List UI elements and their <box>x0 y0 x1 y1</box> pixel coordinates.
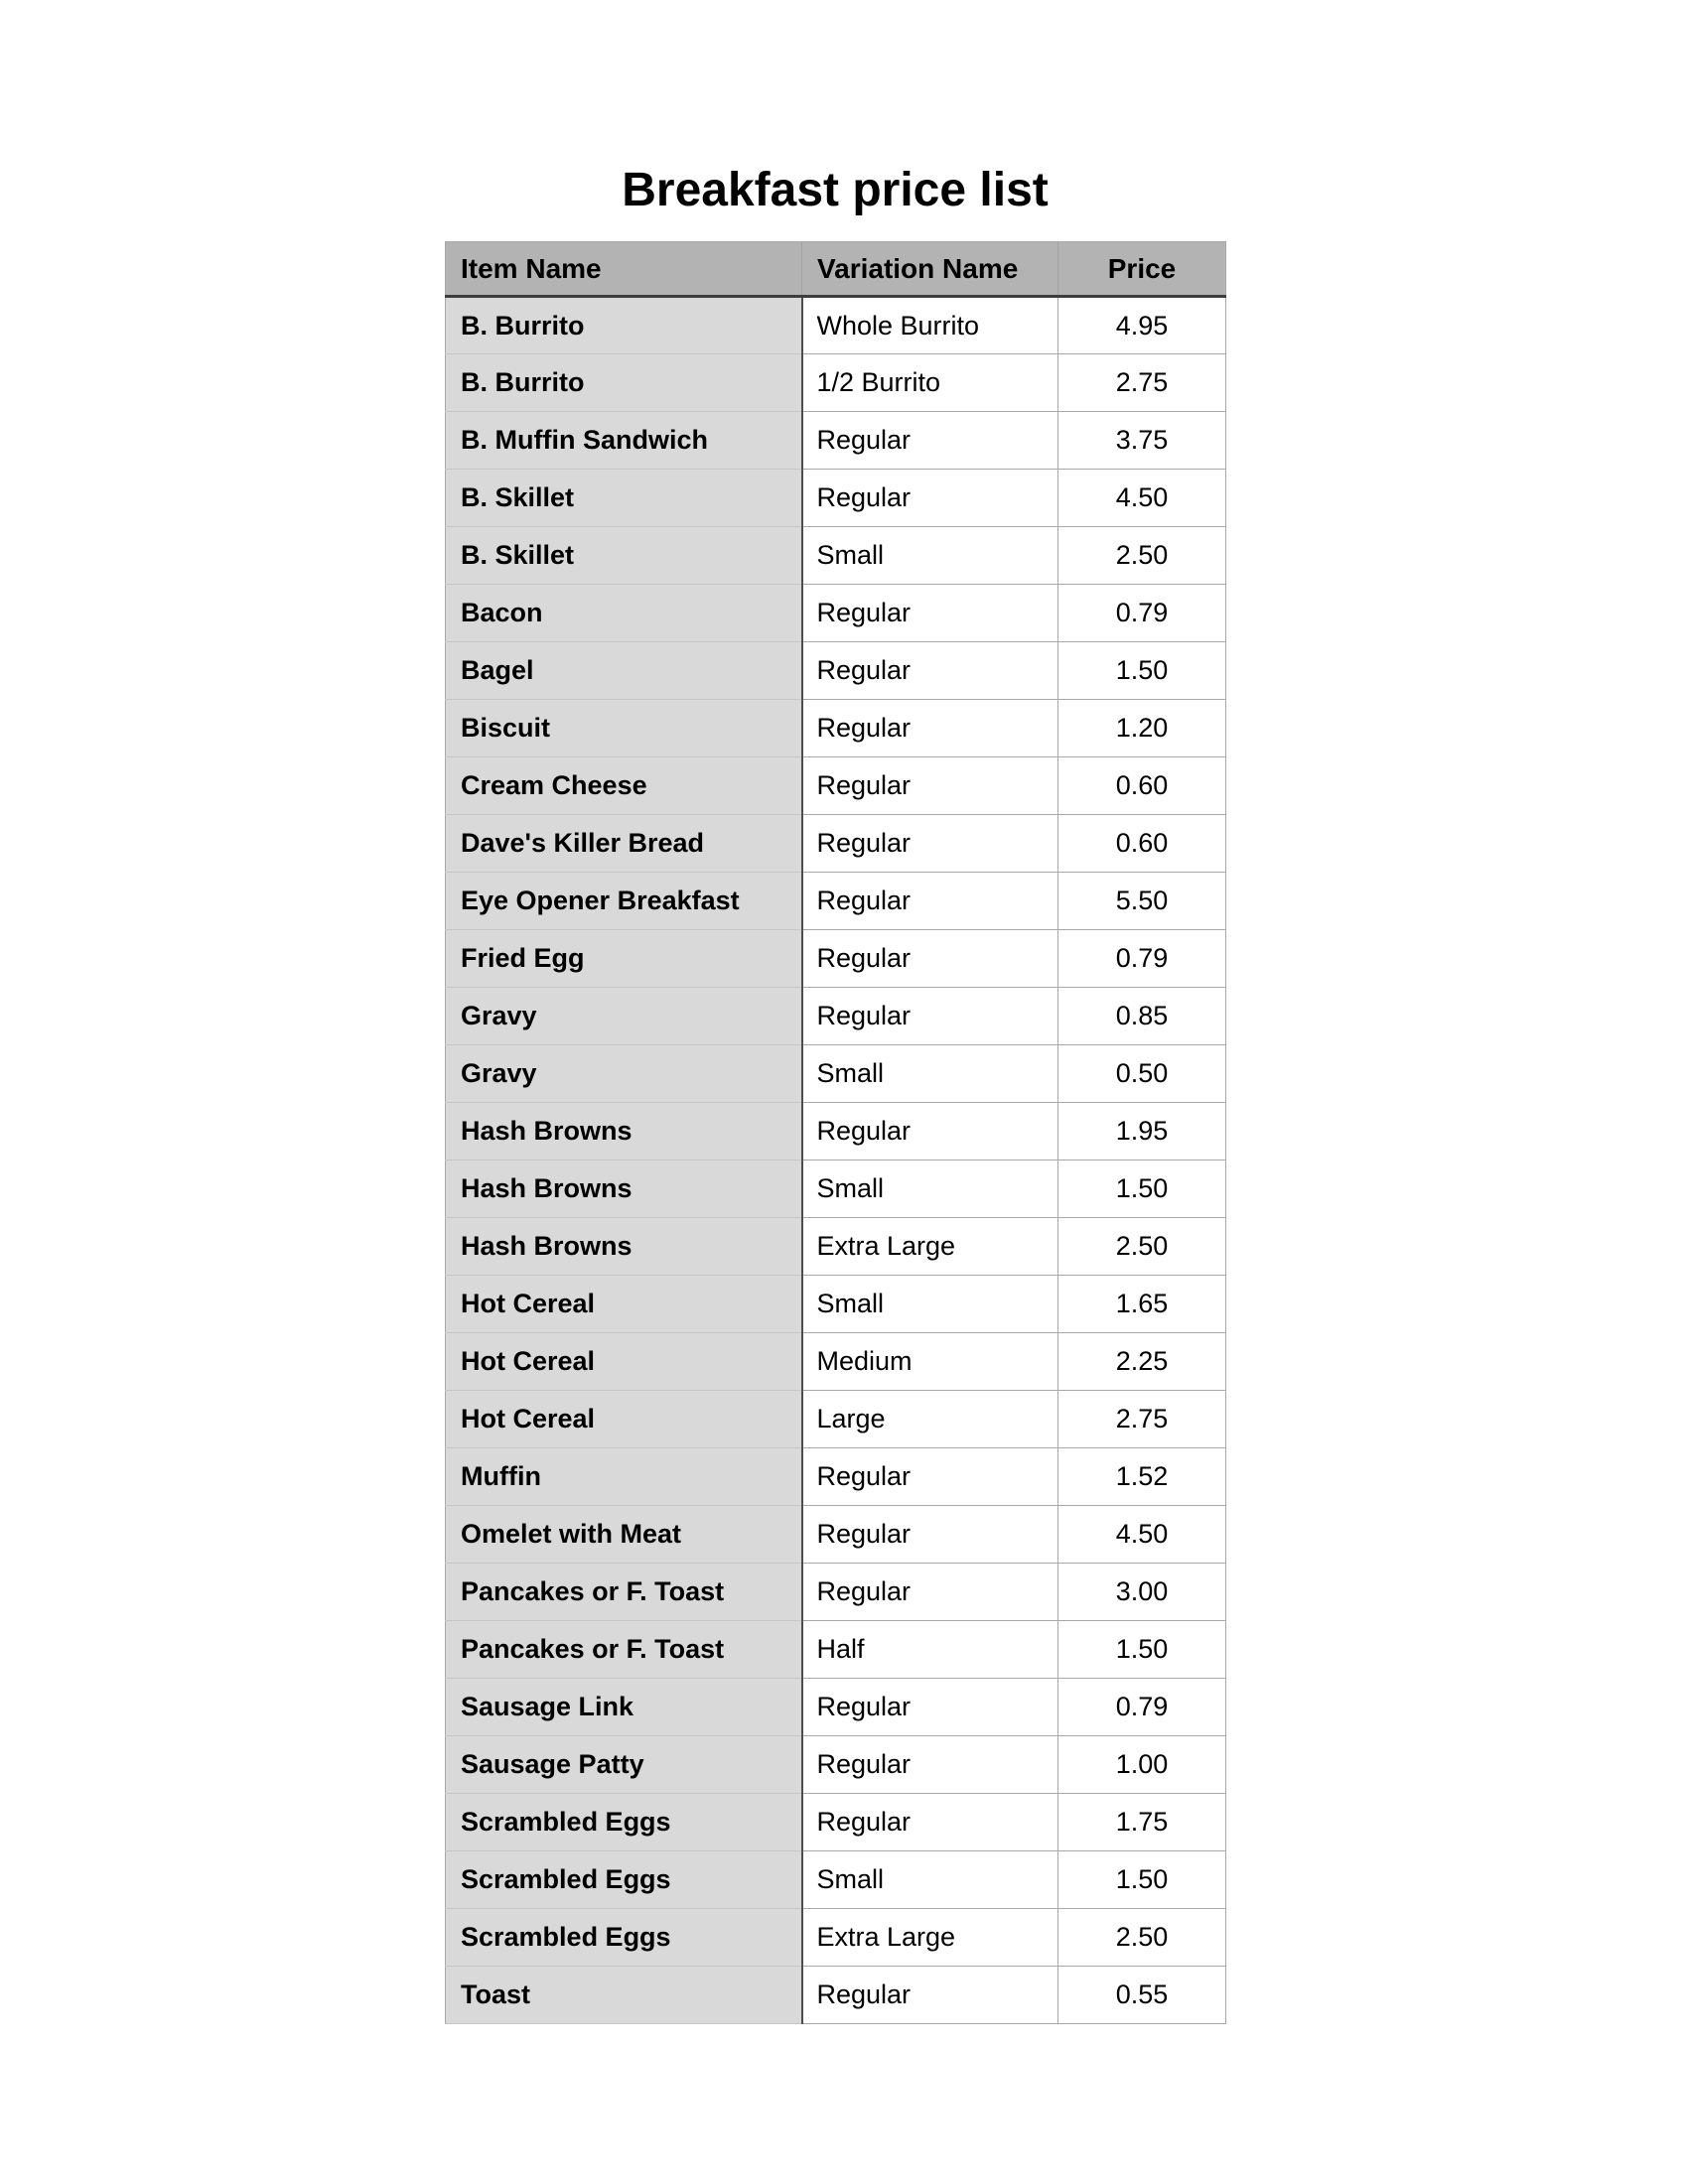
variation-name-cell: Whole Burrito <box>802 297 1058 354</box>
price-table <box>445 241 1226 2024</box>
variation-name-cell: Small <box>802 527 1058 585</box>
item-name-cell: Sausage Link <box>446 1679 802 1736</box>
variation-name-cell: Regular <box>802 412 1058 470</box>
table-row <box>446 1103 1226 1160</box>
price-cell: 2.50 <box>1058 1218 1226 1276</box>
item-name-cell: Pancakes or F. Toast <box>446 1621 802 1679</box>
item-name-cell: B. Burrito <box>446 297 802 354</box>
table-row <box>446 1967 1226 2024</box>
table-row <box>446 1333 1226 1391</box>
price-cell: 4.50 <box>1058 1506 1226 1564</box>
variation-name-cell: 1/2 Burrito <box>802 354 1058 412</box>
variation-name-cell: Regular <box>802 1448 1058 1506</box>
variation-name-cell: Regular <box>802 757 1058 815</box>
price-cell: 2.50 <box>1058 527 1226 585</box>
item-name-cell: Hash Browns <box>446 1103 802 1160</box>
variation-name-cell: Regular <box>802 873 1058 930</box>
table-row <box>446 757 1226 815</box>
price-cell: 4.50 <box>1058 470 1226 527</box>
table-row <box>446 1218 1226 1276</box>
table-row <box>446 470 1226 527</box>
table-row <box>446 1794 1226 1851</box>
table-row <box>446 1736 1226 1794</box>
price-cell: 3.00 <box>1058 1564 1226 1621</box>
table-row <box>446 1045 1226 1103</box>
item-name-cell: Pancakes or F. Toast <box>446 1564 802 1621</box>
price-cell: 2.75 <box>1058 354 1226 412</box>
item-name-cell: B. Burrito <box>446 354 802 412</box>
table-row <box>446 815 1226 873</box>
price-cell: 2.75 <box>1058 1391 1226 1448</box>
price-cell: 0.60 <box>1058 815 1226 873</box>
price-cell: 5.50 <box>1058 873 1226 930</box>
price-cell: 1.00 <box>1058 1736 1226 1794</box>
price-cell: 2.50 <box>1058 1909 1226 1967</box>
variation-name-cell: Regular <box>802 1103 1058 1160</box>
price-cell: 0.79 <box>1058 1679 1226 1736</box>
variation-name-cell: Regular <box>802 700 1058 757</box>
item-name-cell: Gravy <box>446 1045 802 1103</box>
item-name-cell: Hash Browns <box>446 1218 802 1276</box>
table-row <box>446 700 1226 757</box>
table-row <box>446 1276 1226 1333</box>
price-cell: 0.85 <box>1058 988 1226 1045</box>
item-name-cell: Cream Cheese <box>446 757 802 815</box>
table-row <box>446 1621 1226 1679</box>
variation-name-cell: Regular <box>802 470 1058 527</box>
item-name-cell: Gravy <box>446 988 802 1045</box>
price-cell: 1.50 <box>1058 1160 1226 1218</box>
variation-name-cell: Regular <box>802 1506 1058 1564</box>
table-row <box>446 930 1226 988</box>
table-row <box>446 642 1226 700</box>
price-cell: 1.75 <box>1058 1794 1226 1851</box>
table-row <box>446 1160 1226 1218</box>
item-name-cell: Toast <box>446 1967 802 2024</box>
item-name-cell: Muffin <box>446 1448 802 1506</box>
table-header <box>446 242 1226 297</box>
table-row <box>446 527 1226 585</box>
table-row <box>446 297 1226 354</box>
variation-name-cell: Regular <box>802 1736 1058 1794</box>
variation-name-cell: Regular <box>802 1967 1058 2024</box>
page-title: Breakfast price list <box>622 164 1049 216</box>
item-name-cell: Sausage Patty <box>446 1736 802 1794</box>
item-name-cell: Scrambled Eggs <box>446 1794 802 1851</box>
variation-name-cell: Small <box>802 1276 1058 1333</box>
price-cell: 1.50 <box>1058 1621 1226 1679</box>
item-name-cell: B. Skillet <box>446 470 802 527</box>
price-cell: 0.50 <box>1058 1045 1226 1103</box>
variation-name-cell: Regular <box>802 642 1058 700</box>
table-row <box>446 1679 1226 1736</box>
price-cell: 0.79 <box>1058 930 1226 988</box>
item-name-cell: B. Skillet <box>446 527 802 585</box>
variation-name-cell: Extra Large <box>802 1218 1058 1276</box>
item-name-cell: B. Muffin Sandwich <box>446 412 802 470</box>
col-header-item-name: Item Name <box>446 242 802 297</box>
item-name-cell: Scrambled Eggs <box>446 1909 802 1967</box>
table-row <box>446 585 1226 642</box>
price-cell: 1.65 <box>1058 1276 1226 1333</box>
item-name-cell: Omelet with Meat <box>446 1506 802 1564</box>
header-row <box>446 242 1226 297</box>
table-body <box>446 297 1226 2024</box>
variation-name-cell: Regular <box>802 1794 1058 1851</box>
item-name-cell: Hot Cereal <box>446 1333 802 1391</box>
price-cell: 0.60 <box>1058 757 1226 815</box>
variation-name-cell: Extra Large <box>802 1909 1058 1967</box>
price-cell: 0.55 <box>1058 1967 1226 2024</box>
price-cell: 1.20 <box>1058 700 1226 757</box>
variation-name-cell: Small <box>802 1160 1058 1218</box>
table-row <box>446 988 1226 1045</box>
variation-name-cell: Small <box>802 1851 1058 1909</box>
price-cell: 1.50 <box>1058 1851 1226 1909</box>
variation-name-cell: Regular <box>802 815 1058 873</box>
price-cell: 1.50 <box>1058 642 1226 700</box>
table-row <box>446 412 1226 470</box>
price-cell: 0.79 <box>1058 585 1226 642</box>
col-header-price: Price <box>1058 242 1226 297</box>
item-name-cell: Fried Egg <box>446 930 802 988</box>
variation-name-cell: Regular <box>802 585 1058 642</box>
table-row <box>446 354 1226 412</box>
table-row <box>446 1506 1226 1564</box>
table-row <box>446 1851 1226 1909</box>
variation-name-cell: Small <box>802 1045 1058 1103</box>
item-name-cell: Scrambled Eggs <box>446 1851 802 1909</box>
variation-name-cell: Half <box>802 1621 1058 1679</box>
table-row <box>446 1909 1226 1967</box>
table-row <box>446 1564 1226 1621</box>
variation-name-cell: Regular <box>802 988 1058 1045</box>
price-cell: 2.25 <box>1058 1333 1226 1391</box>
variation-name-cell: Regular <box>802 930 1058 988</box>
item-name-cell: Biscuit <box>446 700 802 757</box>
price-cell: 3.75 <box>1058 412 1226 470</box>
price-cell: 1.95 <box>1058 1103 1226 1160</box>
item-name-cell: Bacon <box>446 585 802 642</box>
item-name-cell: Dave's Killer Bread <box>446 815 802 873</box>
table-row <box>446 873 1226 930</box>
variation-name-cell: Regular <box>802 1564 1058 1621</box>
item-name-cell: Hash Browns <box>446 1160 802 1218</box>
variation-name-cell: Medium <box>802 1333 1058 1391</box>
table-row <box>446 1448 1226 1506</box>
item-name-cell: Hot Cereal <box>446 1276 802 1333</box>
item-name-cell: Hot Cereal <box>446 1391 802 1448</box>
table-row <box>446 1391 1226 1448</box>
variation-name-cell: Large <box>802 1391 1058 1448</box>
item-name-cell: Eye Opener Breakfast <box>446 873 802 930</box>
price-cell: 4.95 <box>1058 297 1226 354</box>
col-header-variation-name: Variation Name <box>802 242 1058 297</box>
variation-name-cell: Regular <box>802 1679 1058 1736</box>
price-cell: 1.52 <box>1058 1448 1226 1506</box>
item-name-cell: Bagel <box>446 642 802 700</box>
